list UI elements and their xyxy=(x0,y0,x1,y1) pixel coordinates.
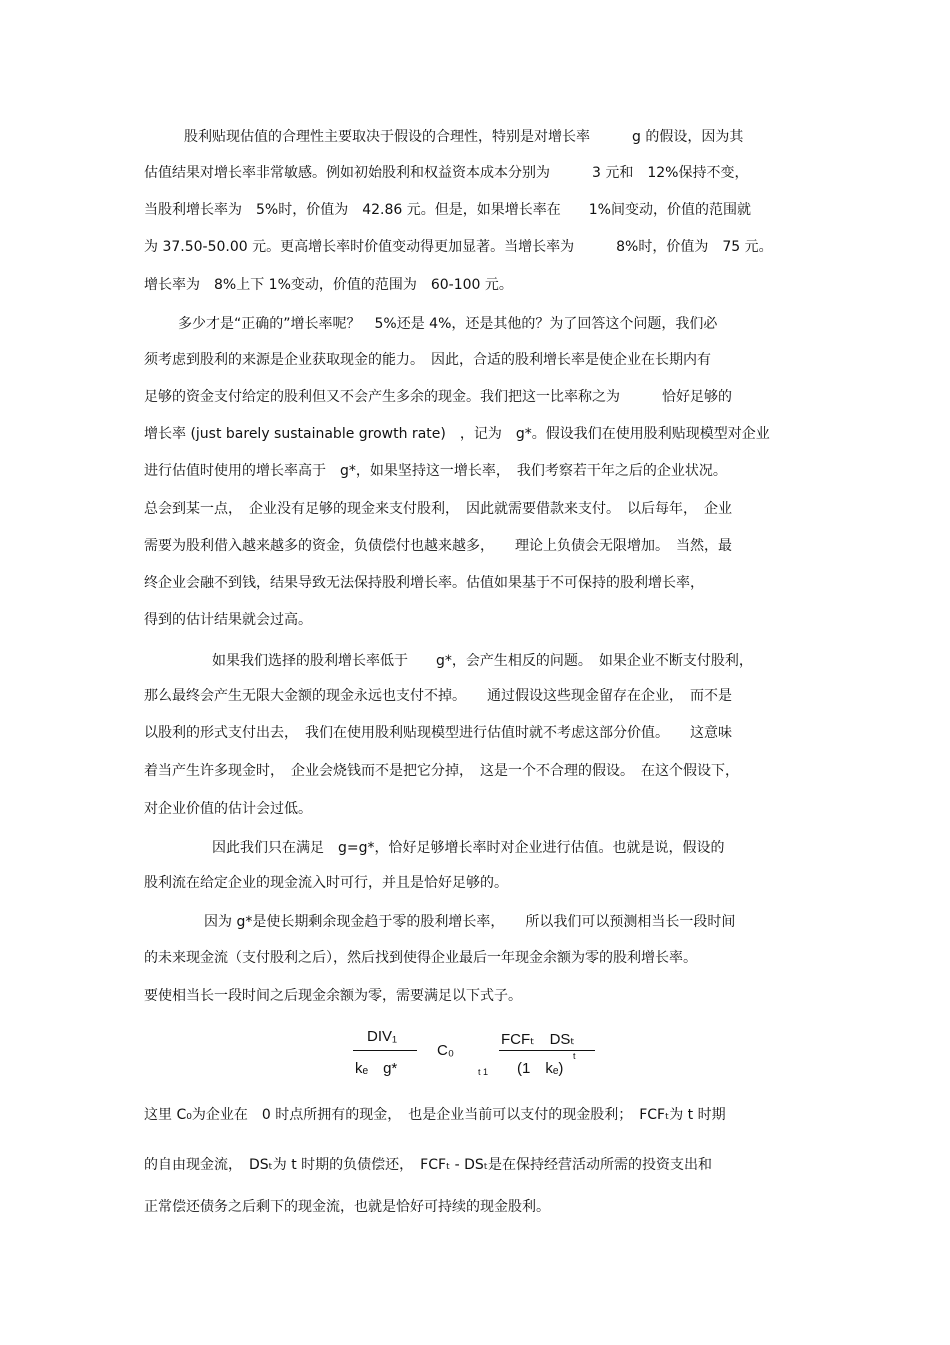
para2-line7: 需要为股利借入越来越多的资金，负债偿付也越来越多， 理论上负债会无限增加。 当然，最 xyxy=(144,538,732,554)
para5-line2: 的未来现金流（支付股利之后），然后找到使得企业最后一年现金余额为零的股利增长率。 xyxy=(144,950,697,966)
fraction-bar-right xyxy=(499,1050,595,1051)
formula-exponent: t xyxy=(573,1051,576,1061)
formula-cash-term: C₀ xyxy=(437,1042,455,1059)
formula-sum-index: t 1 xyxy=(478,1067,489,1077)
formula-numerator-right: FCFₜ DSₜ xyxy=(501,1031,575,1048)
para2-line4: 增长率 (just barely sustainable growth rate) ，记为 g*。假设我们在使用股利贴现模型对企业 xyxy=(144,426,770,442)
para3-line3: 以股利的形式支付出去， 我们在使用股利贴现模型进行估值时就不考虑这部分价值。 这意味 xyxy=(144,725,732,741)
para4-line1: 因此我们只在满足 g=g*，恰好足够增长率时对企业进行估值。也就是说，假设的 xyxy=(212,840,725,856)
para2-line6: 总会到某一点， 企业没有足够的现金来支付股利， 因此就需要借款来支付。 以后每年， 企业 xyxy=(144,501,732,517)
para3-line1: 如果我们选择的股利增长率低于 g*，会产生相反的问题。 如果企业不断支付股利， xyxy=(212,653,753,669)
fraction-bar-left xyxy=(353,1050,417,1051)
formula-denominator-right: (1 kₑ) xyxy=(517,1060,564,1077)
formula-denominator-left: kₑ g* xyxy=(355,1060,398,1077)
para2-line5: 进行估值时使用的增长率高于 g*，如果坚持这一增长率， 我们考察若干年之后的企业状况。 xyxy=(144,463,727,479)
para6-line1: 这里 C₀为企业在 0 时点所拥有的现金， 也是企业当前可以支付的现金股利； FCFₜ为 t 时期 xyxy=(144,1107,726,1123)
para2-line2: 须考虑到股利的来源是企业获取现金的能力。 因此，合适的股利增长率是使企业在长期内有 xyxy=(144,352,711,368)
para6-line2: 的自由现金流， DSₜ为 t 时期的负债偿还， FCFₜ - DSₜ是在保持经营活动所需的投资支出和 xyxy=(144,1157,712,1173)
para3-line2: 那么最终会产生无限大金额的现金永远也支付不掉。 通过假设这些现金留存在企业， 而不是 xyxy=(144,688,732,704)
para1-line1: 股利贴现估值的合理性主要取决于假设的合理性，特别是对增长率 g 的假设，因为其 xyxy=(184,129,744,145)
para5-line1: 因为 g*是使长期剩余现金趋于零的股利增长率， 所以我们可以预测相当长一段时间 xyxy=(204,914,736,930)
para2-line9: 得到的估计结果就会过高。 xyxy=(144,612,312,628)
para5-line3: 要使相当长一段时间之后现金余额为零，需要满足以下式子。 xyxy=(144,988,522,1004)
para3-line4: 着当产生许多现金时， 企业会烧钱而不是把它分掉， 这是一个不合理的假设。 在这个假设下， xyxy=(144,763,739,779)
para2-line3: 足够的资金支付给定的股利但又不会产生多余的现金。我们把这一比率称之为 恰好足够的 xyxy=(144,389,732,405)
formula-numerator-left: DIV₁ xyxy=(367,1028,398,1045)
para3-line5: 对企业价值的估计会过低。 xyxy=(144,801,312,817)
para1-line2: 估值结果对增长率非常敏感。例如初始股利和权益资本成本分别为 3 元和 12%保持不变， xyxy=(144,165,749,181)
para2-line1: 多少才是“正确的”增长率呢？ 5%还是 4%，还是其他的？为了回答这个问题，我们必 xyxy=(178,316,718,332)
para1-line5: 增长率为 8%上下 1%变动，价值的范围为 60-100 元。 xyxy=(144,277,513,293)
valuation-formula xyxy=(345,1022,615,1084)
para2-line8: 终企业会融不到钱，结果导致无法保持股利增长率。估值如果基于不可保持的股利增长率， xyxy=(144,575,704,591)
para1-line4: 为 37.50-50.00 元。更高增长率时价值变动得更加显著。当增长率为 8%时，价值为 75 元。 xyxy=(144,239,773,255)
para1-line3: 当股利增长率为 5%时，价值为 42.86 元。但是，如果增长率在 1%间变动，价值的范围就 xyxy=(144,202,751,218)
para6-line3: 正常偿还债务之后剩下的现金流，也就是恰好可持续的现金股利。 xyxy=(144,1199,550,1215)
para4-line2: 股利流在给定企业的现金流入时可行，并且是恰好足够的。 xyxy=(144,875,508,891)
